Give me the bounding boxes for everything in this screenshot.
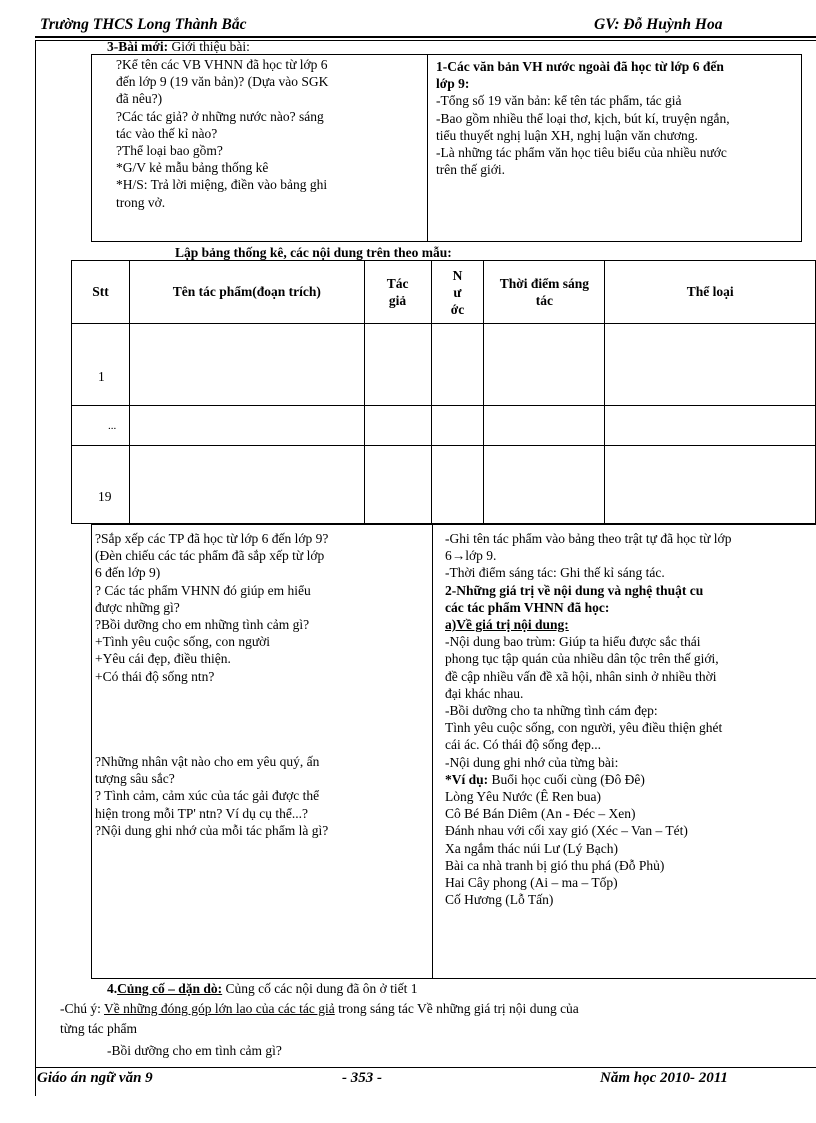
q-line: +Có thái độ sống ntn? [95, 668, 215, 684]
teacher-name: GV: Đỗ Huỳnh Hoa [594, 16, 723, 33]
col-stt: Stt [72, 261, 130, 324]
note-rest: trong sáng tác Về những giá trị nội dung của [334, 1001, 579, 1016]
section-4-text: Củng cố các nội dung đã ôn ở tiết 1 [222, 981, 418, 996]
row-stt: 19 [72, 446, 130, 524]
answer-heading: các tác phẩm VHNN đã học: [445, 599, 610, 615]
q-line: ? Tình cảm, cảm xúc của tác gải được thể [95, 788, 320, 804]
section-3-text: Giới thiệu bài: [168, 39, 250, 54]
q-line: ?Bồi dưỡng cho em những tình cảm gì? [95, 617, 310, 633]
example-line: Cô Bé Bán Diêm (An - Đéc – Xen) [445, 806, 636, 822]
q-line: ?Kể tên các VB VHNN đã học từ lớp 6 [116, 57, 328, 72]
example-line [445, 771, 731, 788]
q-line: *G/V kẻ mẫu bảng thống kê [116, 160, 269, 176]
footer-rule [35, 1067, 816, 1068]
q-line: +Yêu cái đẹp, điều thiện. [95, 651, 231, 667]
q-line: đã nêu?) [116, 91, 163, 107]
a-line: tiểu thuyết nghị luận XH, nghị luận văn chương. [436, 127, 698, 143]
table-row [72, 446, 816, 524]
q-line: +Tình yêu cuộc sống, con người [95, 634, 271, 650]
a-line: 6→lớp 9. [445, 548, 497, 564]
a-line: đại khác nhau. [445, 685, 524, 701]
example-line: Lòng Yêu Nước (Ê Ren bua) [445, 789, 602, 805]
example-label: *Ví dụ: [445, 771, 489, 787]
example-line: Cố Hương (Lỗ Tấn) [445, 892, 554, 908]
section-4-number: 4. [107, 981, 118, 996]
a-line: cái ác. Có thái độ sống đẹp... [445, 737, 601, 753]
example-first: Buổi học cuối cùng (Đô Đê) [488, 771, 645, 787]
box2-questions [95, 530, 328, 685]
a-line: Tình yêu cuộc sống, con người, yêu điều thiện ghét [445, 720, 723, 736]
a-line: -Bao gồm nhiều thể loại thơ, kịch, bút kí, truyện ngắn, [436, 110, 730, 126]
a-line: -Nội dung ghi nhớ của từng bài: [445, 754, 619, 770]
col-thoidiem [484, 261, 605, 324]
statistics-table [71, 260, 816, 524]
answer-heading: lớp 9: [436, 76, 470, 92]
q-line: ?Nội dung ghi nhớ của mỗi tác phẩm là gì? [95, 822, 329, 838]
answer-heading: 1-Các văn bản VH nước ngoài đã học từ lớp 6 đến [436, 59, 724, 74]
note-underlined: Về những đóng góp lớn lao của các tác giả [104, 1001, 335, 1016]
answer-heading: 2-Những giá trị về nội dung và nghệ thuật cu [445, 582, 704, 598]
q-line: *H/S: Trả lời miệng, điền vào bảng ghi [116, 177, 328, 193]
q-line: 6 đến lớp 9) [95, 565, 161, 581]
answer-subheading: a)Về giá trị nội dung: [445, 617, 569, 633]
a-line: -Là những tác phẩm văn học tiêu biểu của nhiều nước [436, 145, 727, 161]
q-line: ?Sắp xếp các TP đã học từ lớp 6 đến lớp 9? [95, 531, 329, 546]
section-3-heading [107, 38, 250, 55]
col-ten: Tên tác phẩm(đoạn trích) [129, 261, 364, 324]
q-line: (Đèn chiếu các tác phẩm đã sắp xếp từ lớp [95, 548, 325, 564]
col-nuoc [431, 261, 484, 324]
table-title: Lập bảng thống kê, các nội dung trên theo mẫu: [175, 245, 452, 260]
q-line: ?Thể loại bao gồm? [116, 143, 223, 159]
section-3-label: 3-Bài mới: [107, 39, 169, 54]
q-line: hiện trong mỗi TP' ntn? Ví dụ cụ thể...? [95, 805, 309, 821]
note-line-2: từng tác phẩm [60, 1021, 138, 1036]
footer-left: Giáo án ngữ văn 9 [37, 1070, 153, 1086]
example-line: Hai Cây phong (Ai – ma – Tốp) [445, 875, 618, 891]
footer-year: Năm học 2010- 2011 [600, 1070, 728, 1086]
example-line: Xa ngắm thác núi Lư (Lý Bạch) [445, 840, 619, 856]
note-line-3: -Bồi dưỡng cho em tình cảm gì? [107, 1043, 282, 1058]
a-line: -Thời điểm sáng tác: Ghi thế kỉ sáng tác. [445, 565, 665, 581]
table-row [72, 406, 816, 446]
q-line: ?Các tác giả? ở những nước nào? sáng [116, 108, 324, 124]
q-line: ? Các tác phẩm VHNN đó giúp em hiểu [95, 582, 311, 598]
example-line: Đánh nhau với cối xay gió (Xéc – Van – Tét) [445, 823, 688, 839]
box2-questions-2 [95, 753, 328, 839]
a-line: -Ghi tên tác phẩm vào bảng theo trật tự đã học từ lớp [445, 531, 732, 546]
q-line: trong vở. [116, 194, 166, 210]
table-row [72, 324, 816, 406]
box1-answers [436, 58, 730, 178]
box1-questions [116, 56, 328, 211]
q-line: ?Những nhân vật nào cho em yêu quý, ấn [95, 754, 320, 769]
col-tacgia [364, 261, 431, 324]
section-4-label: Củng cố – dặn dò: [117, 981, 223, 996]
section-4-note [60, 1000, 579, 1017]
example-line: Bài ca nhà tranh bị gió thu phá (Đỗ Phủ) [445, 857, 665, 873]
col-theloai: Thể loại [605, 261, 816, 324]
note-prefix: -Chú ý: [60, 1001, 105, 1016]
a-line: -Nội dung bao trùm: Giúp ta hiểu được sắc thái [445, 634, 701, 650]
row-stt: ... [72, 406, 130, 446]
a-line: đề cập nhiều vấn đề xã hội, nhân sinh ở nhiều thời [445, 668, 717, 684]
col-tacgia-text: Tác giả [386, 276, 409, 308]
page-number: - 353 - [342, 1070, 382, 1086]
q-line: tượng sâu sắc? [95, 771, 175, 787]
col-nuoc-text: Nước [450, 267, 465, 317]
box2-answers [445, 530, 731, 908]
school-name: Trường THCS Long Thành Bắc [40, 16, 247, 33]
a-line: trên thế giới. [436, 162, 505, 178]
a-line: phong tục tập quán của nhiều dân tộc trên thế giới, [445, 651, 719, 667]
a-line: -Tổng số 19 văn bản: kể tên tác phẩm, tác giả [436, 93, 682, 109]
col-thoidiem-text: Thời điểm sáng tác [499, 276, 590, 308]
q-line: được những gì? [95, 599, 180, 615]
row-stt: 1 [72, 324, 130, 406]
q-line: đến lớp 9 (19 văn bản)? (Dựa vào SGK [116, 74, 329, 90]
a-line: -Bồi dưỡng cho ta những tình cám đẹp: [445, 703, 658, 719]
q-line: tác vào thế kỉ nào? [116, 125, 218, 141]
section-4-heading [107, 980, 418, 997]
table-header-row [72, 261, 816, 324]
